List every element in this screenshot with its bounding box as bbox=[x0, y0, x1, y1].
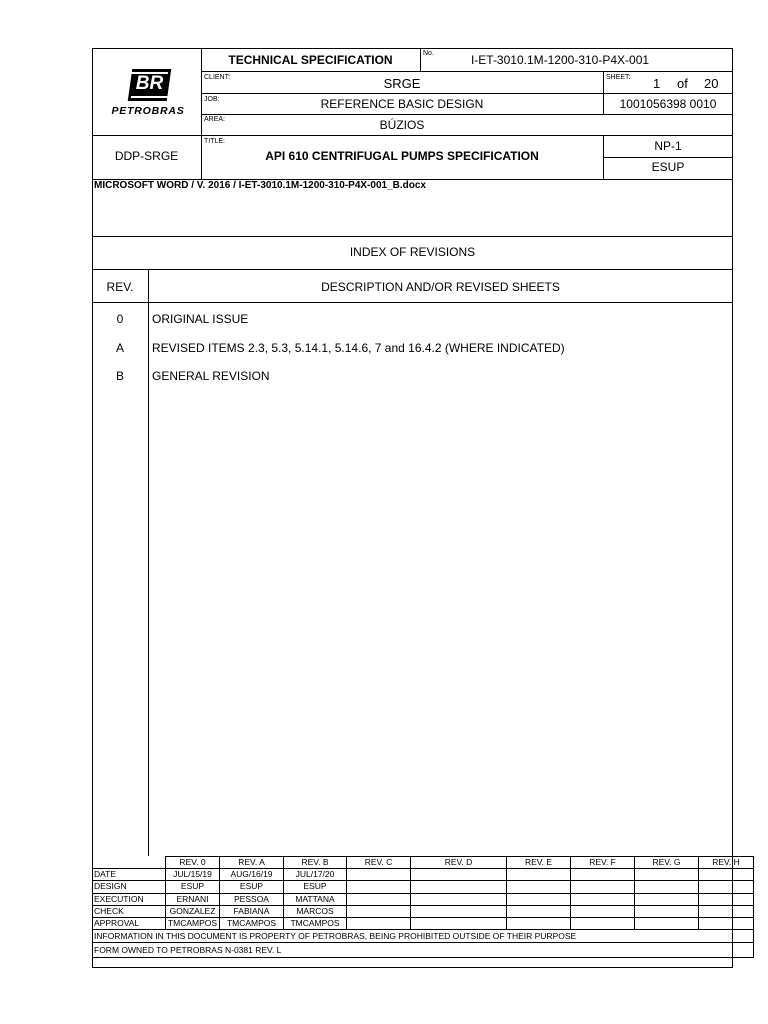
form-line: FORM OWNED TO PETROBRAS N-0381 REV. L bbox=[93, 943, 754, 958]
sheet-label: SHEET: bbox=[606, 74, 631, 81]
classification: NP-1 bbox=[654, 139, 682, 153]
table-cell: ESUP bbox=[166, 881, 220, 893]
table-cell bbox=[571, 917, 635, 929]
rev-header: REV. B bbox=[284, 857, 347, 869]
table-cell bbox=[635, 893, 699, 905]
header-divider-no bbox=[420, 48, 421, 71]
row-label: EXECUTION bbox=[93, 893, 166, 905]
table-cell: TMCAMPOS bbox=[220, 917, 284, 929]
table-cell bbox=[347, 893, 411, 905]
table-cell bbox=[571, 869, 635, 881]
table-cell bbox=[411, 905, 507, 917]
file-info: MICROSOFT WORD / V. 2016 / I-ET-3010.1M-1200-310-P4X-001_B.docx bbox=[94, 180, 426, 191]
table-cell bbox=[635, 917, 699, 929]
doc-type: TECHNICAL SPECIFICATION bbox=[228, 53, 393, 67]
table-cell bbox=[507, 905, 571, 917]
table-cell: TMCAMPOS bbox=[166, 917, 220, 929]
table-row bbox=[93, 857, 754, 869]
rev-header: REV. G bbox=[635, 857, 699, 869]
logo-mark-text: BR bbox=[135, 73, 164, 94]
client-value: SRGE bbox=[383, 76, 421, 91]
table-cell bbox=[411, 917, 507, 929]
table-cell bbox=[507, 881, 571, 893]
rev-header: REV. 0 bbox=[166, 857, 220, 869]
info-line: INFORMATION IN THIS DOCUMENT IS PROPERTY OF PETROBRAS, BEING PROHIBITED OUTSIDE OF THEIR PURPOSE bbox=[93, 930, 754, 943]
revisions-column-divider bbox=[148, 269, 149, 856]
table-row bbox=[93, 893, 754, 905]
col-rev-header: REV. bbox=[106, 280, 134, 294]
table-cell bbox=[699, 893, 754, 905]
corner-cell bbox=[93, 857, 166, 869]
table-cell bbox=[571, 905, 635, 917]
table-cell: JUL/15/19 bbox=[166, 869, 220, 881]
table-cell bbox=[411, 893, 507, 905]
rev-header: REV. D bbox=[411, 857, 507, 869]
table-cell: PESSOA bbox=[220, 893, 284, 905]
header-line-1 bbox=[201, 71, 733, 72]
revisions-title: INDEX OF REVISIONS bbox=[349, 245, 476, 259]
logo-stripe-bottom bbox=[131, 96, 168, 98]
row-label: APPROVAL bbox=[93, 917, 166, 929]
table-row bbox=[93, 930, 754, 943]
table-cell bbox=[635, 905, 699, 917]
table-cell bbox=[507, 869, 571, 881]
rev-a: A bbox=[115, 341, 124, 355]
rev-b-desc: GENERAL REVISION bbox=[152, 369, 270, 383]
table-cell bbox=[347, 881, 411, 893]
header-line-5 bbox=[603, 157, 733, 158]
table-cell bbox=[635, 881, 699, 893]
row-label: DESIGN bbox=[93, 881, 166, 893]
table-cell bbox=[411, 869, 507, 881]
col-desc-header: DESCRIPTION AND/OR REVISED SHEETS bbox=[321, 280, 560, 294]
header-divider-sheet bbox=[603, 71, 604, 93]
header-line-2 bbox=[201, 93, 733, 94]
table-cell bbox=[571, 893, 635, 905]
rev-header: REV. H bbox=[699, 857, 754, 869]
table-cell: ESUP bbox=[284, 881, 347, 893]
table-cell: ERNANI bbox=[166, 893, 220, 905]
department: DDP-SRGE bbox=[114, 149, 179, 163]
rev-b: B bbox=[115, 369, 124, 383]
revisions-top-line bbox=[92, 236, 733, 237]
row-label: DATE bbox=[93, 869, 166, 881]
table-cell: MARCOS bbox=[284, 905, 347, 917]
table-cell bbox=[347, 917, 411, 929]
table-cell bbox=[347, 869, 411, 881]
table-cell: JUL/17/20 bbox=[284, 869, 347, 881]
group: ESUP bbox=[651, 160, 685, 174]
table-cell: GONZALEZ bbox=[166, 905, 220, 917]
table-cell: AUG/16/19 bbox=[220, 869, 284, 881]
sheet-current: 1 bbox=[653, 76, 661, 91]
table-cell: FABIANA bbox=[220, 905, 284, 917]
table-cell: MATTANA bbox=[284, 893, 347, 905]
area-value: BÚZIOS bbox=[379, 118, 425, 132]
sheet-total: 20 bbox=[704, 76, 719, 91]
table-cell bbox=[571, 881, 635, 893]
table-cell bbox=[699, 881, 754, 893]
table-cell bbox=[347, 905, 411, 917]
table-cell: ESUP bbox=[220, 881, 284, 893]
table-cell bbox=[635, 869, 699, 881]
table-cell bbox=[699, 905, 754, 917]
sheet-of: of bbox=[677, 76, 688, 91]
job-number: 1001056398 0010 bbox=[619, 97, 717, 111]
table-cell bbox=[699, 917, 754, 929]
revisions-line-2 bbox=[92, 269, 733, 270]
job-label: JOB: bbox=[204, 96, 220, 103]
table-cell bbox=[507, 917, 571, 929]
table-row bbox=[93, 869, 754, 881]
table-cell bbox=[507, 893, 571, 905]
table-row bbox=[93, 881, 754, 893]
header-line-4 bbox=[92, 135, 733, 136]
rev-0: 0 bbox=[116, 312, 124, 326]
logo-name: PETROBRAS bbox=[111, 105, 185, 117]
rev-0-desc: ORIGINAL ISSUE bbox=[152, 312, 249, 326]
rev-header: REV. E bbox=[507, 857, 571, 869]
document-title: API 610 CENTRIFUGAL PUMPS SPECIFICATION bbox=[265, 149, 539, 163]
title-label: TITLE: bbox=[204, 138, 226, 145]
revisions-line-3 bbox=[92, 302, 733, 303]
rev-header: REV. F bbox=[571, 857, 635, 869]
table-cell bbox=[411, 881, 507, 893]
table-cell: TMCAMPOS bbox=[284, 917, 347, 929]
row-label: CHECK bbox=[93, 905, 166, 917]
table-cell bbox=[699, 869, 754, 881]
no-label: No. bbox=[423, 50, 434, 57]
header-line-3 bbox=[201, 114, 733, 115]
table-row bbox=[93, 905, 754, 917]
table-row bbox=[93, 917, 754, 929]
rev-a-desc: REVISED ITEMS 2.3, 5.3, 5.14.1, 5.14.6, 7 and 16.4.2 (WHERE INDICATED) bbox=[152, 341, 565, 355]
table-row bbox=[93, 943, 754, 958]
client-label: CLIENT: bbox=[204, 74, 231, 81]
rev-header: REV. A bbox=[220, 857, 284, 869]
doc-number: I-ET-3010.1M-1200-310-P4X-001 bbox=[470, 53, 650, 67]
rev-header: REV. C bbox=[347, 857, 411, 869]
job-value: REFERENCE BASIC DESIGN bbox=[320, 97, 484, 111]
revision-approval-table bbox=[92, 856, 754, 958]
area-label: AREA: bbox=[204, 116, 226, 123]
